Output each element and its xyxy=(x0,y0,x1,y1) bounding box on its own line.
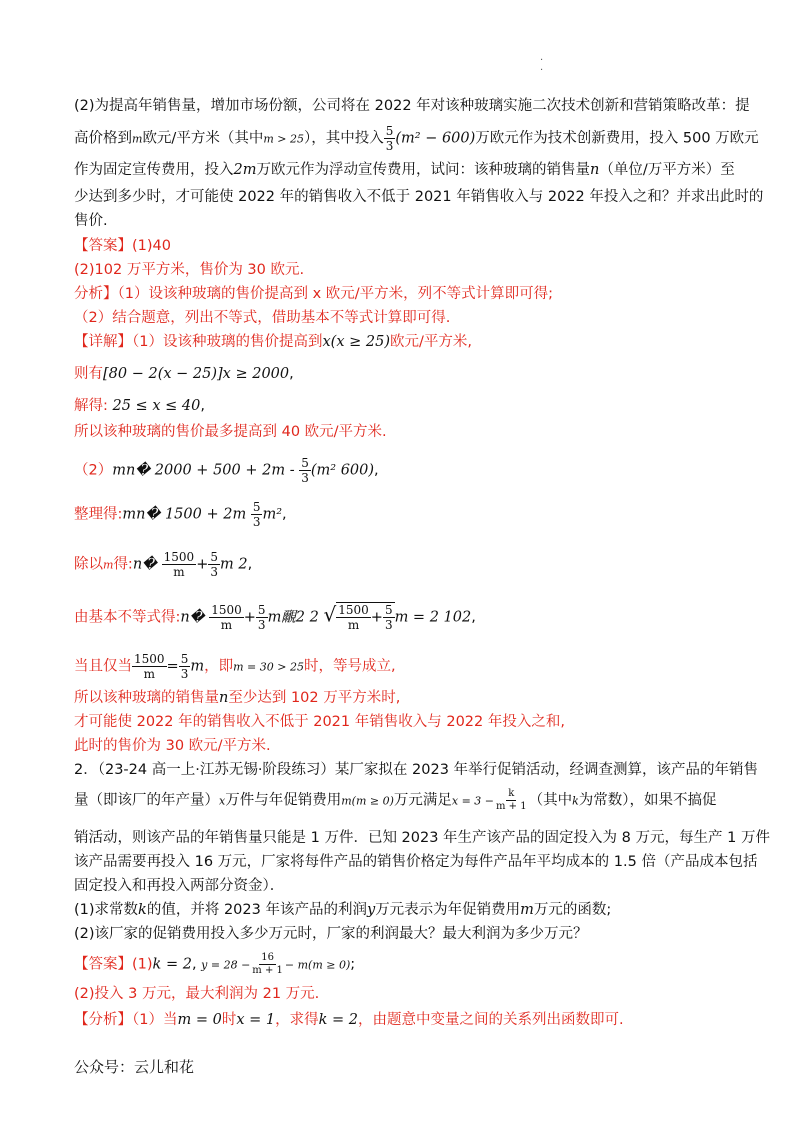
footer-account: 公众号：云儿和花 xyxy=(74,1058,195,1076)
q2-analysis: 【分析】（1）当m = 0时x = 1，求得k = 2，由题意中变量之间的关系列出函数即可. xyxy=(74,1012,624,1028)
analysis-line1: 分析】（1）设该种玻璃的售价提高到 x 欧元/平方米，列不等式计算即可得; xyxy=(74,286,554,302)
fraction: $\frac{1500}{m}$ xyxy=(338,603,369,632)
detail-line1: 【详解】（1）设该种玻璃的售价提高到x(x ≥ 25)欧元/平方米, xyxy=(74,334,472,350)
detail-part2-equation: （2）mn� 2000 + 500 + 2m - $\frac{5}{3}$ (m² 600), xyxy=(74,456,379,485)
fraction: $\frac{k}{m + 1}$ xyxy=(496,788,527,812)
detail-equality-condition: 当且仅当 $\frac{1500}{m}$ = $\frac{5}{3}$ m，即m = 30 > 25时，等号成立, xyxy=(74,652,396,681)
q1-part2-line3: 作为固定宣传费用，投入2m万欧元作为浮动宣传费用，试问：该种玻璃的销售量n（单位/万平方米）至 xyxy=(74,162,735,178)
q2-line2: 量（即该厂的年产量）x万件与年促销费用m(m ≥ 0)万元满足x = 3 − $\frac{k}{m + 1}$ （其中k为常数），如果不搞促 xyxy=(74,788,717,812)
q2-subquestion1: (1)求常数k的值，并将 2023 年该产品的利润y万元表示为年促销费用m万元的函数; xyxy=(74,902,612,918)
header-marks: · · xyxy=(540,55,544,76)
detail-conclusion4: 此时的售价为 30 欧元/平方米. xyxy=(74,738,271,754)
q1-part2-line1: (2)为提高年销售量，增加市场份额，公司将在 2022 年对该种玻璃实施二次技术创新和营销策略改革：提 xyxy=(74,98,750,114)
q2-subquestion2: (2)该厂家的促销费用投入多少万元时，厂家的利润最大？最大利润为多少万元？ xyxy=(74,926,588,942)
fraction: $\frac{5}{3}$ xyxy=(384,603,393,632)
fraction: $\frac{5}{3}$ xyxy=(252,500,261,529)
answer-line: 【答案】(1)40 xyxy=(74,238,171,254)
fraction: $\frac{1500}{m}$ xyxy=(211,603,242,632)
analysis-line2: （2）结合题意，列出不等式，借助基本不等式计算即可得. xyxy=(74,310,451,326)
fraction: $\frac{5}{3}$ xyxy=(210,550,218,579)
detail-conclusion1: 所以该种玻璃的售价最多提高到 40 欧元/平方米. xyxy=(74,424,387,440)
fraction: $\frac{5}{3}$ xyxy=(385,124,394,153)
q2-answer1: 【答案】(1)k = 2, y = 28 − $\frac{16}{m + 1}$ − m(m ≥ 0); xyxy=(74,952,356,976)
q2-line4: 该产品需要再投入 16 万元，厂家将每件产品的销售价格定为每件产品年平均成本的 1.5 倍（产品成本包括 xyxy=(74,854,758,870)
q1-part2-line5: 售价. xyxy=(74,213,108,229)
detail-solve: 解得: 25 ≤ x ≤ 40, xyxy=(74,398,205,414)
detail-conclusion2: 所以该种玻璃的销售量n至少达到 102 万平方米时, xyxy=(74,690,401,706)
fraction: $\frac{5}{3}$ xyxy=(301,456,309,485)
fraction: $\frac{1500}{m}$ xyxy=(134,652,165,681)
fraction: $\frac{1500}{m}$ xyxy=(163,550,195,579)
q2-answer2: (2)投入 3 万元，最大利润为 21 万元. xyxy=(74,986,320,1002)
fraction: $\frac{5}{3}$ xyxy=(180,652,189,681)
fraction: $\frac{16}{m + 1}$ xyxy=(252,952,283,976)
answer-part2: (2)102 万平方米，售价为 30 欧元. xyxy=(74,262,305,278)
detail-conclusion3: 才可能使 2022 年的销售收入不低于 2021 年销售收入与 2022 年投入之和, xyxy=(74,714,565,730)
q2-line3: 销活动，则该产品的年销售量只能是 1 万件．已知 2023 年生产该产品的固定投入为 8 万元，每生产 1 万件 xyxy=(74,830,770,846)
detail-organize: 整理得:mn� 1500 + 2m $\frac{5}{3}$ m², xyxy=(74,500,287,529)
q1-part2-line2: 高价格到m欧元/平方米（其中m > 25），其中投入 $\frac{5}{3}$ (m² − 600)万欧元作为技术创新费用，投入 500 万欧元 xyxy=(74,124,759,153)
q1-part2-line4: 少达到多少时，才可能使 2022 年的销售收入不低于 2021 年销售收入与 2022 年投入之和？并求出此时的 xyxy=(74,189,764,205)
detail-divide: 除以m得:n� $\frac{1500}{m}$ + $\frac{5}{3}$ m 2, xyxy=(74,550,253,579)
fraction: $\frac{5}{3}$ xyxy=(257,603,266,632)
q2-line1: 2．（23-24 高一上·江苏无锡·阶段练习）某厂家拟在 2023 年举行促销活动，经调查测算，该产品的年销售 xyxy=(74,762,759,778)
detail-then: 则有[80 − 2(x − 25)]x ≥ 2000, xyxy=(74,366,294,382)
q2-line5: 固定投入和再投入两部分资金）． xyxy=(74,878,285,894)
detail-basic-inequality: 由基本不等式得:n� $\frac{1500}{m}$ + $\frac{5}{3}$ m覼2 2 √ $\frac{1500}{m}$ + $\frac{5}{3}$ m = 2 102, xyxy=(74,602,476,632)
